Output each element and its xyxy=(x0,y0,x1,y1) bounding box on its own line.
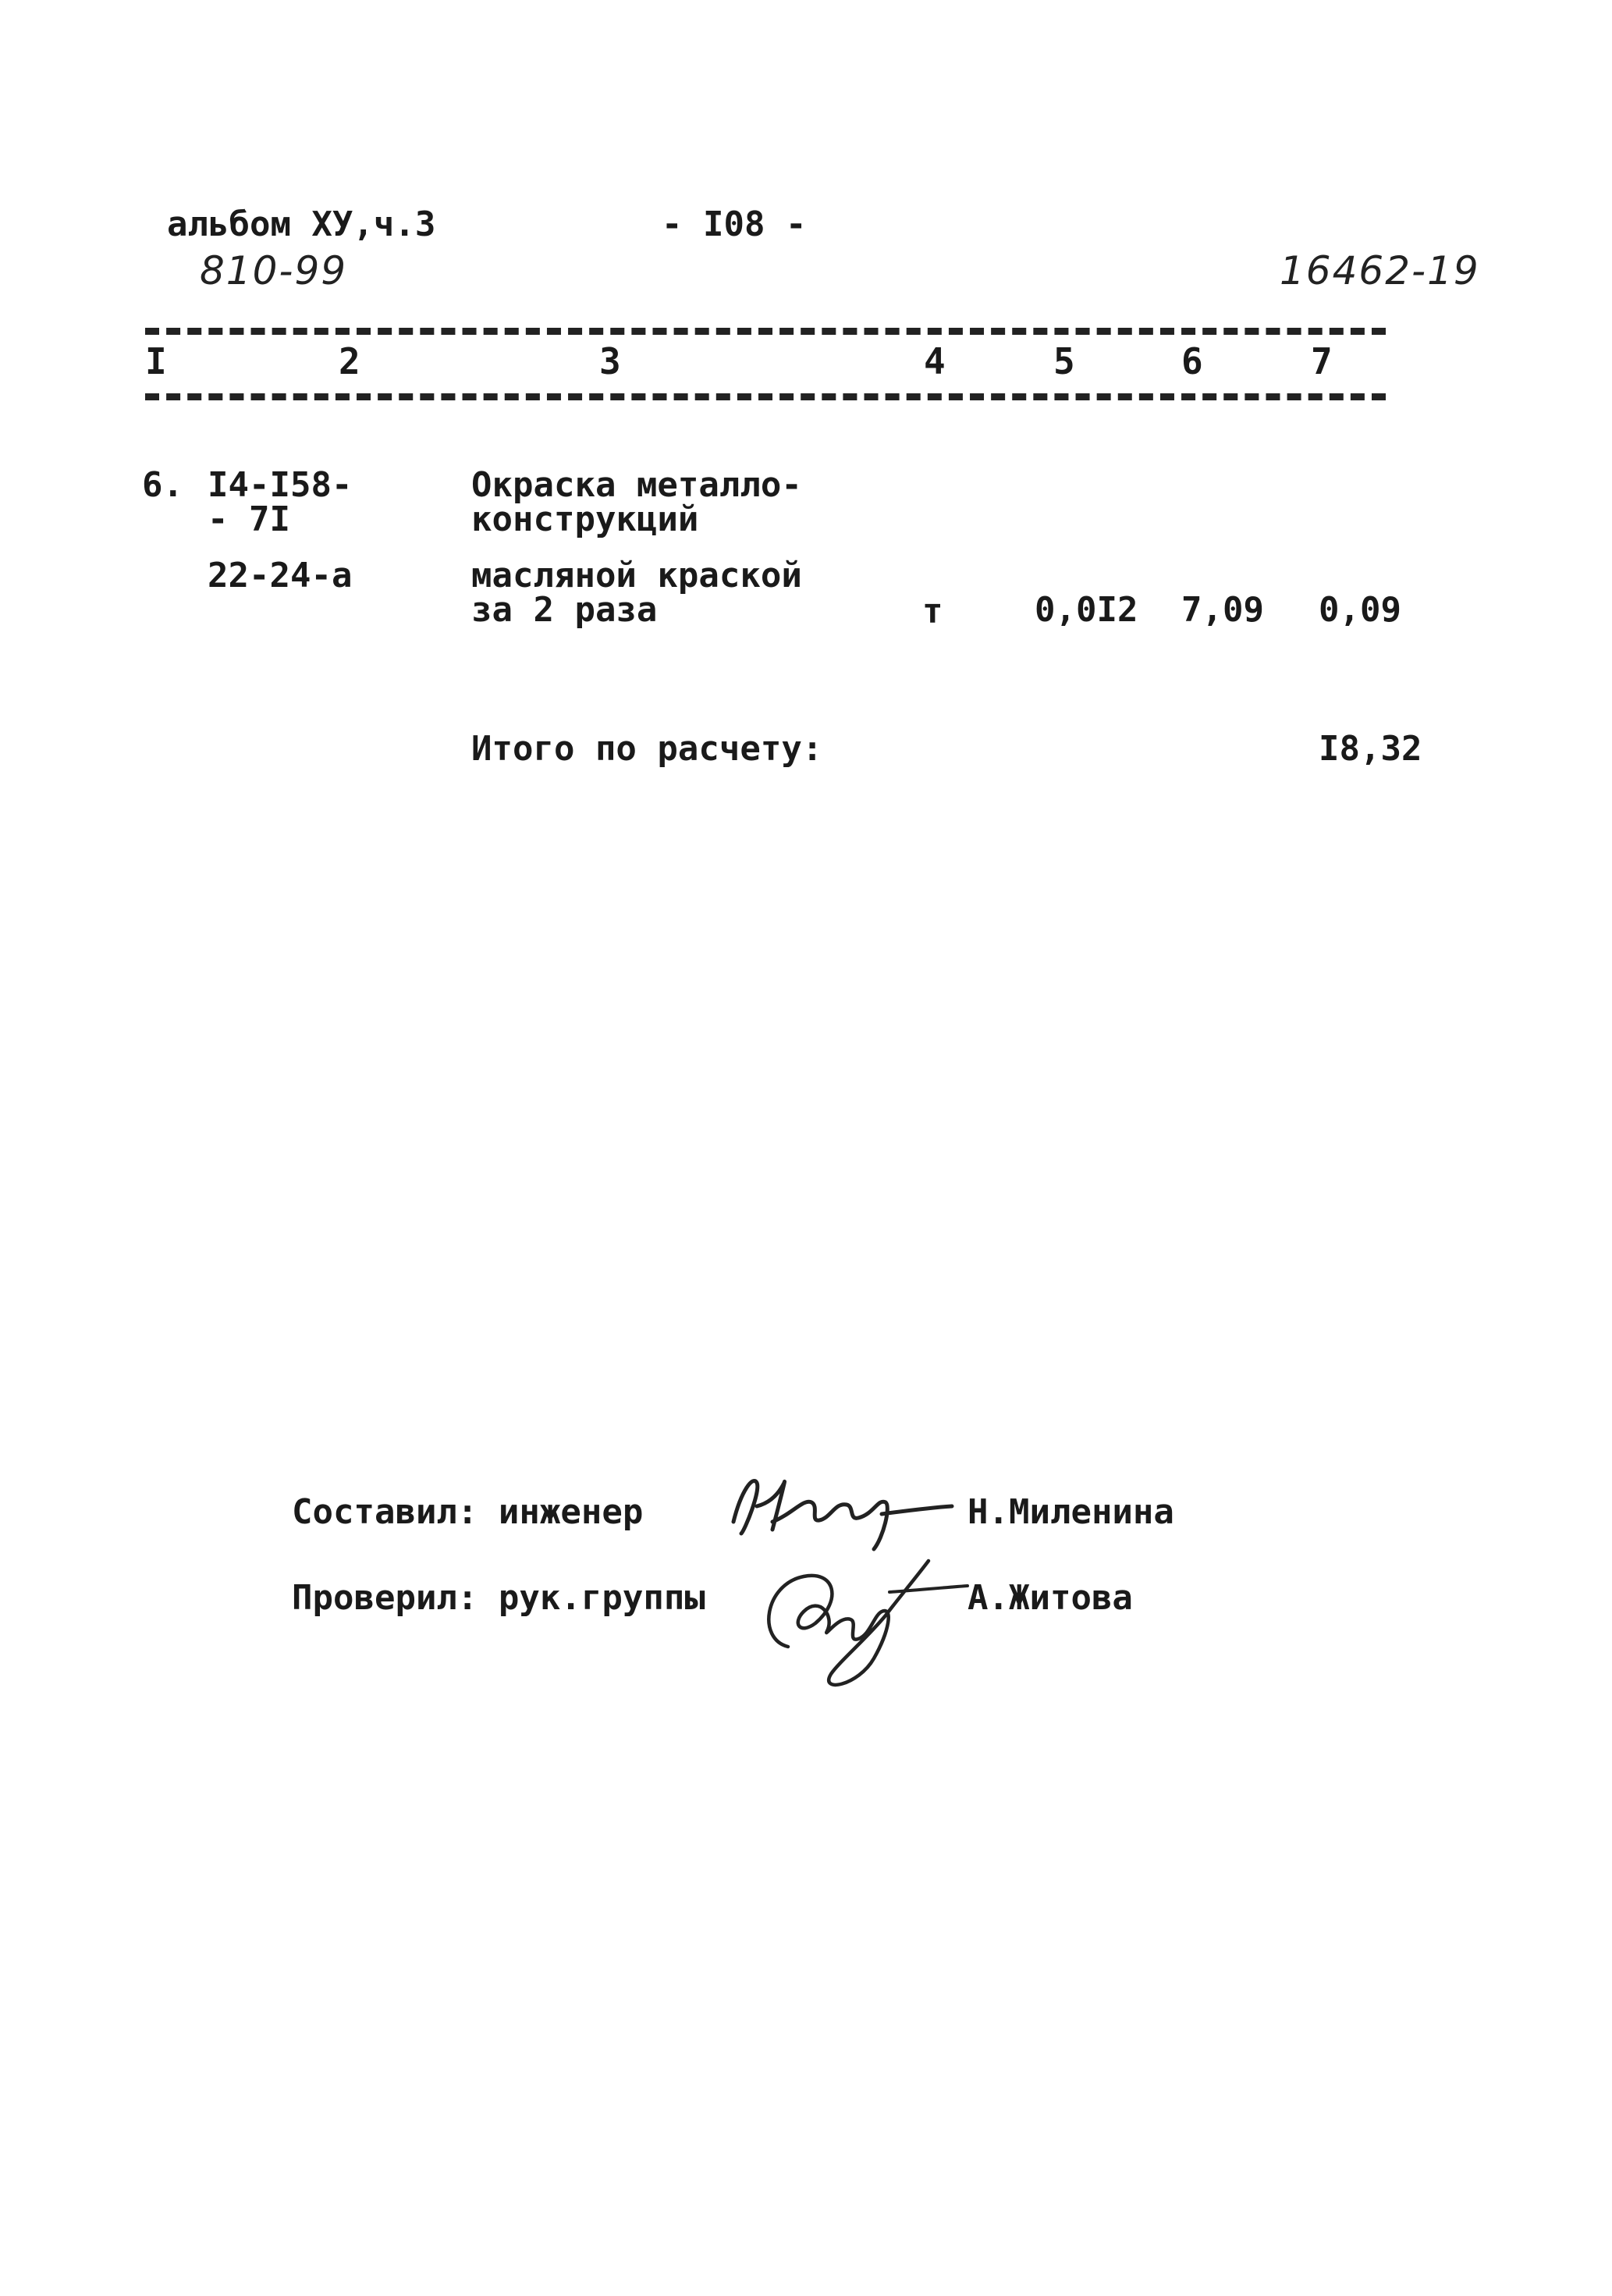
row-description-line-2: конструкций xyxy=(471,499,699,539)
handwritten-left-note: 810-99 xyxy=(200,248,348,293)
row-description-line-1: Окраска металло- xyxy=(471,465,802,505)
checked-by-label: Проверил: рук.группы xyxy=(292,1578,705,1618)
row-quantity: 0,0I2 xyxy=(1035,590,1138,630)
page-number: - I08 - xyxy=(662,204,807,244)
column-4-header: 4 xyxy=(924,340,946,382)
total-label: Итого по расчету: xyxy=(471,729,823,769)
row-cost: 0,09 xyxy=(1319,590,1401,630)
checked-by-name: А.Житова xyxy=(968,1578,1133,1618)
engineer-signature xyxy=(718,1459,968,1553)
row-code-line-2: - 7I xyxy=(208,499,290,539)
total-value: I8,32 xyxy=(1319,729,1422,769)
row-number: 6. xyxy=(142,465,183,505)
row-code-line-1: I4-I58- xyxy=(208,465,353,505)
row-code-line-3: 22-24-а xyxy=(208,556,353,595)
column-1-header: I xyxy=(145,340,167,382)
top-dashed-rule xyxy=(145,328,1386,335)
column-3-header: 3 xyxy=(599,340,621,382)
row-unit-price: 7,09 xyxy=(1181,590,1264,630)
row-description-line-3: масляной краской xyxy=(471,556,802,595)
row-unit: т xyxy=(922,592,943,631)
group-leader-signature xyxy=(741,1545,975,1701)
handwritten-right-note: 16462-19 xyxy=(1280,248,1480,293)
column-6-header: 6 xyxy=(1181,340,1203,382)
compiled-by-name: Н.Миленина xyxy=(968,1492,1174,1532)
bottom-dashed-rule xyxy=(145,393,1386,400)
album-reference: альбом ХУ,ч.3 xyxy=(167,204,436,244)
column-2-header: 2 xyxy=(339,340,360,382)
row-description-line-4: за 2 раза xyxy=(471,590,658,630)
column-5-header: 5 xyxy=(1053,340,1075,382)
column-7-header: 7 xyxy=(1311,340,1333,382)
compiled-by-label: Составил: инженер xyxy=(292,1492,644,1532)
